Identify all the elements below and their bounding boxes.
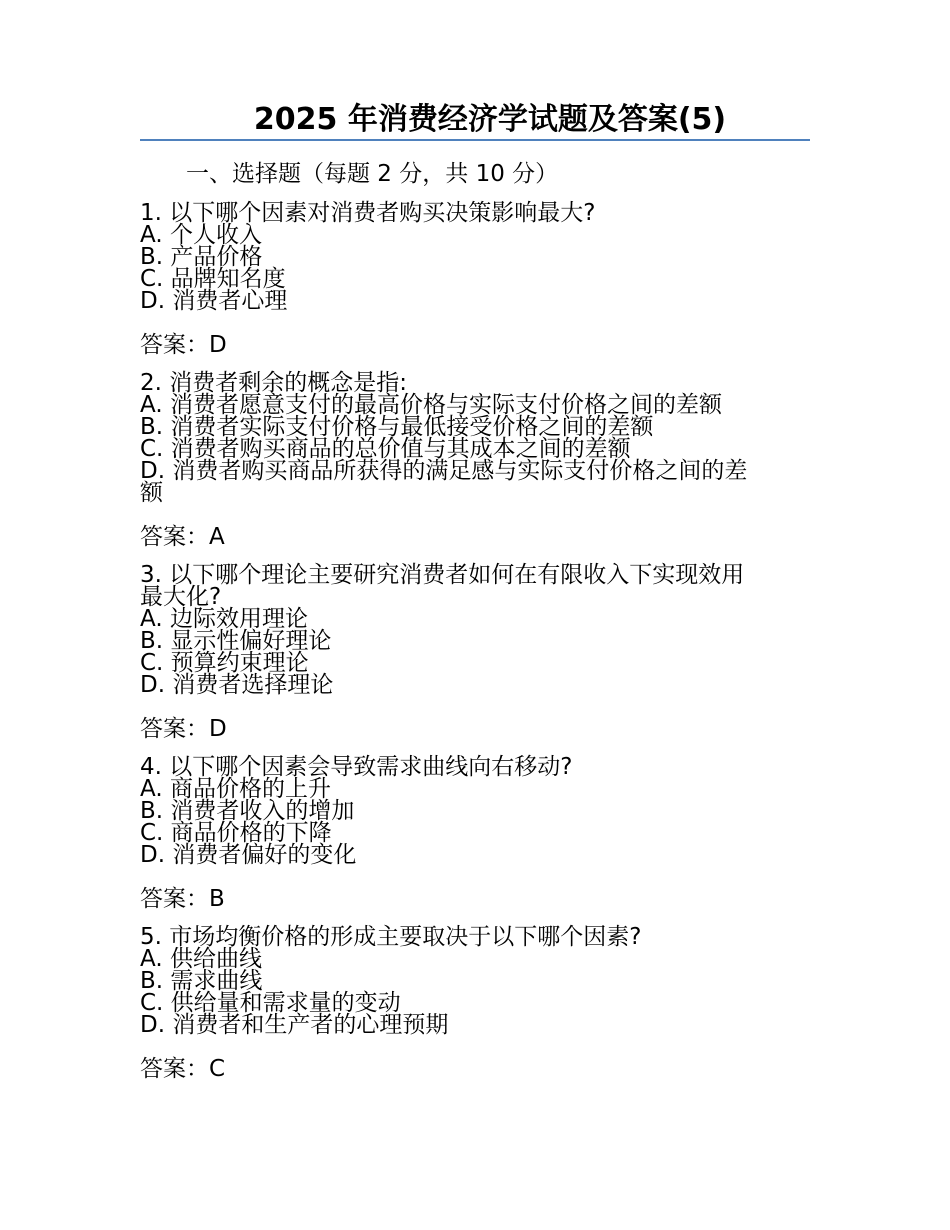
question-5 xyxy=(140,926,810,1084)
answer-line xyxy=(140,522,810,552)
question-list xyxy=(140,202,810,1096)
option-b: B. 产品价格 xyxy=(140,244,263,270)
option-d: D. 消费者偏好的变化 xyxy=(140,842,357,868)
question-stem: 4. 以下哪个因素会导致需求曲线向右移动? xyxy=(140,754,573,780)
question-stem: 1. 以下哪个因素对消费者购买决策影响最大? xyxy=(140,200,596,226)
option-a: A. 个人收入 xyxy=(140,222,262,248)
option-a: A. 供给曲线 xyxy=(140,946,262,972)
option-c: C. 消费者购买商品的总价值与其成本之间的差额 xyxy=(140,436,631,462)
option-c: C. 品牌知名度 xyxy=(140,266,286,292)
answer-value: D xyxy=(209,332,227,358)
option-d: D. 消费者选择理论 xyxy=(140,672,334,698)
question-4 xyxy=(140,756,810,914)
question-stem: 2. 消费者剩余的概念是指: xyxy=(140,370,408,396)
option-b: B. 需求曲线 xyxy=(140,968,263,994)
answer-label: 答案： xyxy=(140,524,209,550)
option-a: A. 边际效用理论 xyxy=(140,606,308,632)
option-a: A. 消费者愿意支付的最高价格与实际支付价格之间的差额 xyxy=(140,392,722,418)
answer-label: 答案： xyxy=(140,332,209,358)
question-3 xyxy=(140,564,810,744)
option-c: C. 商品价格的下降 xyxy=(140,820,332,846)
option-d: D. 消费者和生产者的心理预期 xyxy=(140,1012,449,1038)
title-underline xyxy=(140,139,810,141)
answer-line xyxy=(140,1054,810,1084)
option-c: C. 供给量和需求量的变动 xyxy=(140,990,401,1016)
option-d-continued: 额 xyxy=(140,480,163,506)
option-b: B. 消费者实际支付价格与最低接受价格之间的差额 xyxy=(140,414,654,440)
option-c: C. 预算约束理论 xyxy=(140,650,309,676)
question-2 xyxy=(140,372,810,552)
answer-value: A xyxy=(209,524,225,550)
answer-value: B xyxy=(209,886,225,912)
page-title: 2025 年消费经济学试题及答案(5) xyxy=(253,102,727,137)
answer-label: 答案： xyxy=(140,886,209,912)
answer-label: 答案： xyxy=(140,1056,209,1082)
question-stem: 5. 市场均衡价格的形成主要取决于以下哪个因素? xyxy=(140,924,642,950)
answer-line xyxy=(140,884,810,914)
option-a: A. 商品价格的上升 xyxy=(140,776,331,802)
answer-value: D xyxy=(209,716,227,742)
answer-line xyxy=(140,714,810,744)
answer-value: C xyxy=(209,1056,226,1082)
option-b: B. 消费者收入的增加 xyxy=(140,798,355,824)
option-b: B. 显示性偏好理论 xyxy=(140,628,332,654)
answer-label: 答案： xyxy=(140,716,209,742)
question-stem-continued: 最大化? xyxy=(140,584,222,610)
section-heading: 一、选择题（每题 2 分，共 10 分） xyxy=(186,161,559,187)
answer-line xyxy=(140,330,810,360)
question-stem: 3. 以下哪个理论主要研究消费者如何在有限收入下实现效用 xyxy=(140,562,745,588)
question-1 xyxy=(140,202,810,360)
option-d: D. 消费者购买商品所获得的满足感与实际支付价格之间的差 xyxy=(140,458,748,484)
option-d: D. 消费者心理 xyxy=(140,288,288,314)
